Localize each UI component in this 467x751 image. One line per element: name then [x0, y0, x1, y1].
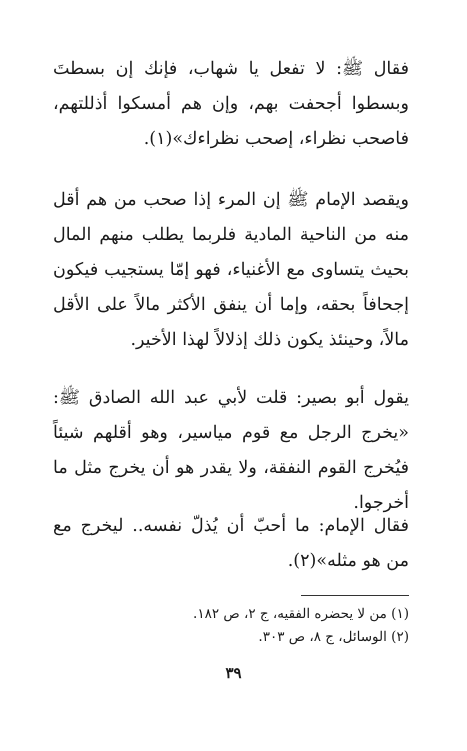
footnote-1: (١) من لا يحضره الفقيه، ج ٢، ص ١٨٢.	[193, 606, 409, 622]
paragraph-1: فقال ﷺ: لا تفعل يا شهاب، فإنك إن بسطتَ وبسطوا أجحفت بهم، وإن هم أمسكوا أذللتهم، فاصحب نظراء، إصحب نظراءك»(١).	[53, 59, 409, 149]
footnote-divider	[301, 595, 409, 596]
paragraph-3: يقول أبو بصير: قلت لأبي عبد الله الصادق ﷺ: «يخرج الرجل مع قوم مياسير، وهو أقلهم شيئاً فيُخرج القوم النفقة، ولا يقدر هو أن يخرج مثل ما أخرجوا.	[53, 388, 409, 513]
footnote-2: (٢) الوسائل، ج ٨، ص ٣٠٣.	[258, 629, 409, 645]
paragraph-2: ويقصد الإمام ﷺ إن المرء إذا صحب من هم أقل منه من الناحية المادية فلربما يطلب منهم المال بحيث يتساوى مع الأغنياء، فهو إمّا يستجيب فيكون إجحافاً بحقه، وإما أن ينفق الأكثر مالاً على الأقل مالاً، وحينئذ يكون ذلك إذلالاً لهذا الأخير.	[53, 190, 409, 350]
paragraph-4: فقال الإمام: ما أحبّ أن يُذلّ نفسه.. ليخرج مع من هو مثله»(٢).	[53, 516, 409, 571]
page-number: ٣٩	[225, 664, 242, 682]
